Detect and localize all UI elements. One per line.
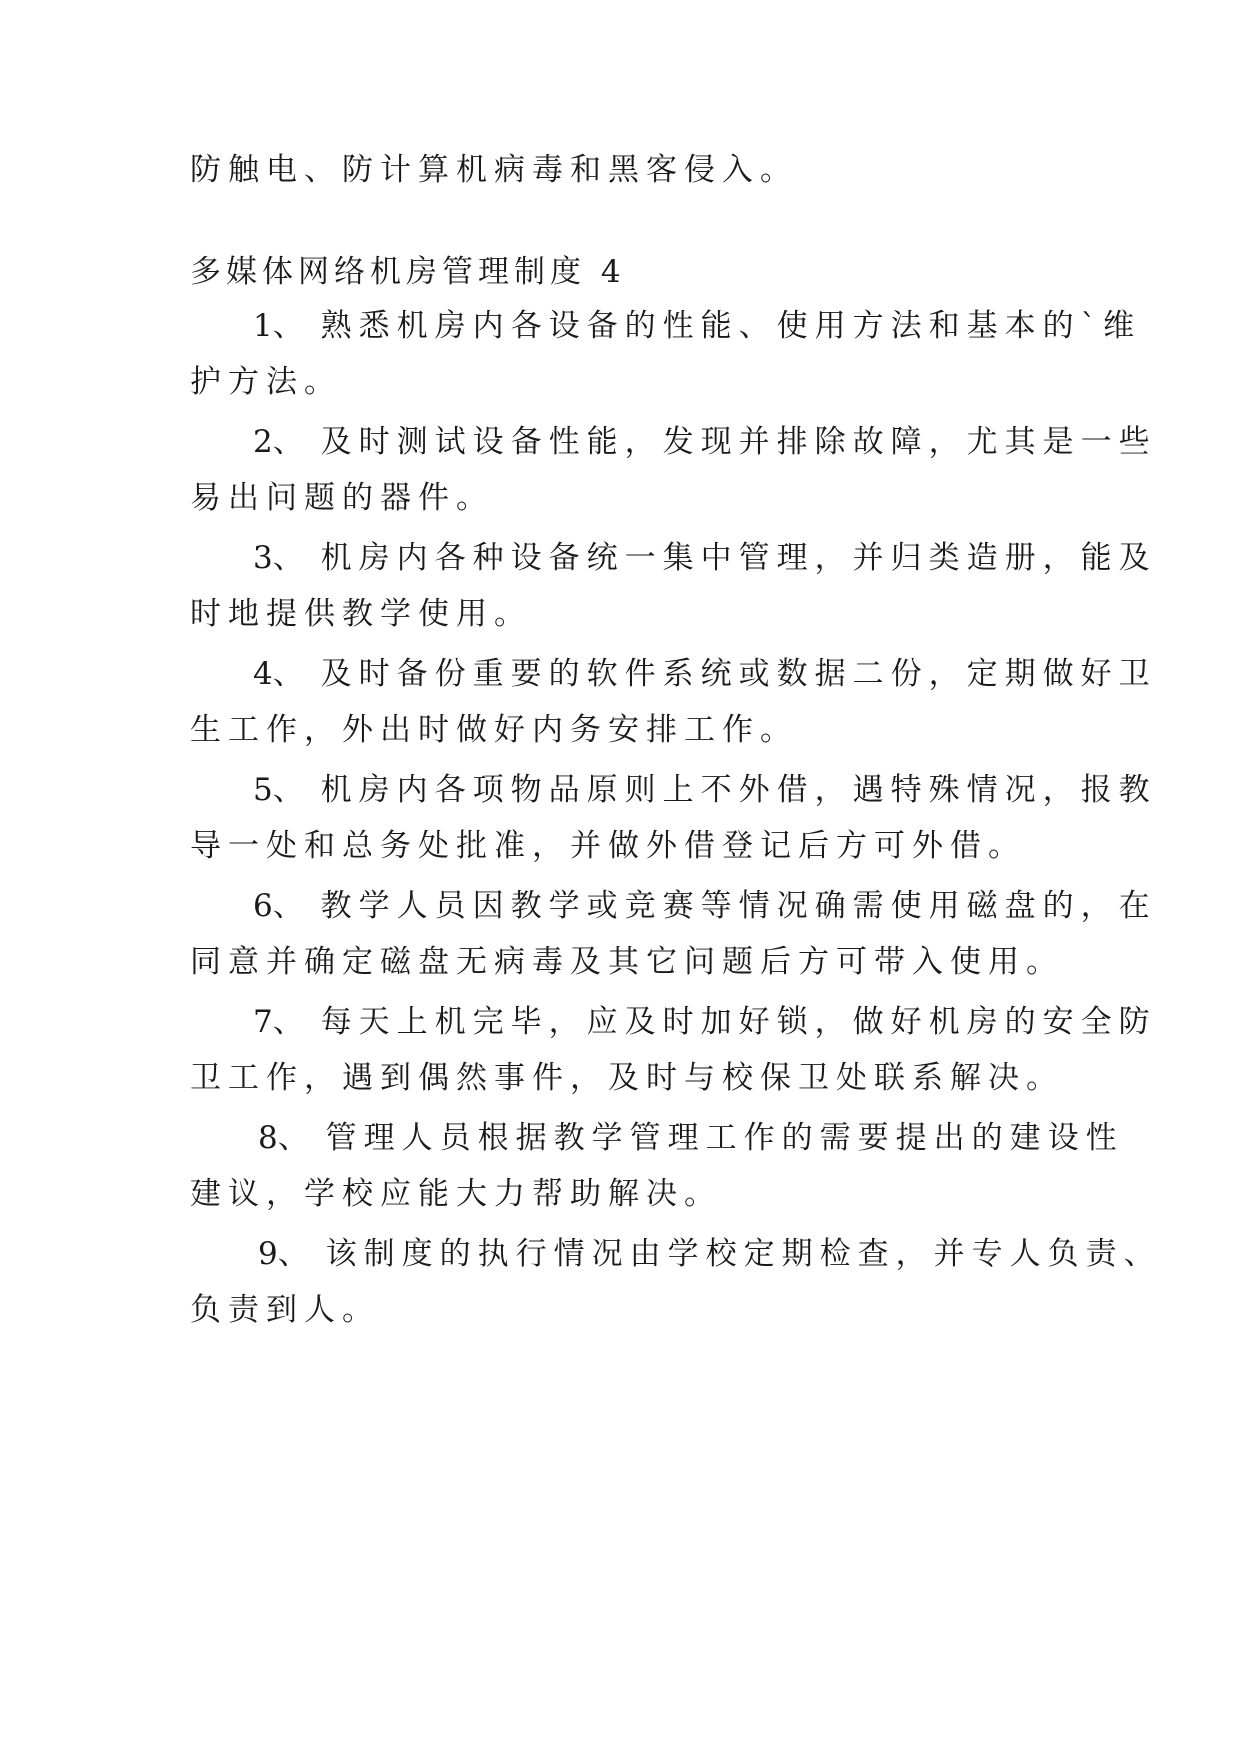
item-text-line2: 易出问题的器件。 xyxy=(190,480,494,516)
list-item-8 xyxy=(258,1118,1124,1158)
list-item-5 xyxy=(253,770,1157,810)
item-text-line2: 负责到人。 xyxy=(190,1292,380,1328)
list-item-2 xyxy=(253,422,1157,462)
item-text-line2: 生工作，外出时做好内务安排工作。 xyxy=(190,712,798,748)
item-number: 5、 xyxy=(253,772,304,808)
item-text-line1: 机房内各项物品原则上不外借，遇特殊情况，报教 xyxy=(320,772,1157,808)
item-number: 7、 xyxy=(253,1004,304,1040)
item-text-line2: 同意并确定磁盘无病毒及其它问题后方可带入使用。 xyxy=(190,944,1064,980)
item-text-line1: 及时测试设备性能，发现并排除故障，尤其是一些 xyxy=(320,424,1157,460)
list-item-4 xyxy=(253,654,1157,694)
item-text-line2: 卫工作，遇到偶然事件，及时与校保卫处联系解决。 xyxy=(190,1060,1064,1096)
item-text-line2: 时地提供教学使用。 xyxy=(190,596,532,632)
section-heading: 多媒体网络机房管理制度 4 xyxy=(190,254,626,290)
item-number: 9、 xyxy=(258,1236,309,1272)
item-number: 3、 xyxy=(253,540,304,576)
item-number: 1、 xyxy=(253,308,304,344)
item-number: 4、 xyxy=(253,656,304,692)
item-text-line2: 导一处和总务处批准，并做外借登记后方可外借。 xyxy=(190,828,1026,864)
item-text-line1: 该制度的执行情况由学校定期检查，并专人负责、 xyxy=(325,1236,1162,1272)
item-text-line1: 每天上机完毕，应及时加好锁，做好机房的安全防 xyxy=(320,1004,1157,1040)
item-number: 6、 xyxy=(253,888,304,924)
item-text-line1: 及时备份重要的软件系统或数据二份，定期做好卫 xyxy=(320,656,1157,692)
item-text-line2: 建议，学校应能大力帮助解决。 xyxy=(190,1176,722,1212)
list-item-9 xyxy=(258,1234,1162,1274)
continuation-text: 防触电、防计算机病毒和黑客侵入。 xyxy=(190,152,798,188)
item-text-line1: 管理人员根据教学管理工作的需要提出的建设性 xyxy=(325,1120,1124,1156)
item-text-line1: 机房内各种设备统一集中管理，并归类造册，能及 xyxy=(320,540,1157,576)
list-item-3 xyxy=(253,538,1157,578)
list-item-1 xyxy=(253,306,1141,346)
list-item-7 xyxy=(253,1002,1157,1042)
item-number: 8、 xyxy=(258,1120,309,1156)
list-item-6 xyxy=(253,886,1157,926)
item-number: 2、 xyxy=(253,424,304,460)
item-text-line1: 教学人员因教学或竞赛等情况确需使用磁盘的，在 xyxy=(320,888,1157,924)
item-text-line1: 熟悉机房内各设备的性能、使用方法和基本的`维 xyxy=(320,308,1142,344)
item-text-line2: 护方法。 xyxy=(190,364,342,400)
